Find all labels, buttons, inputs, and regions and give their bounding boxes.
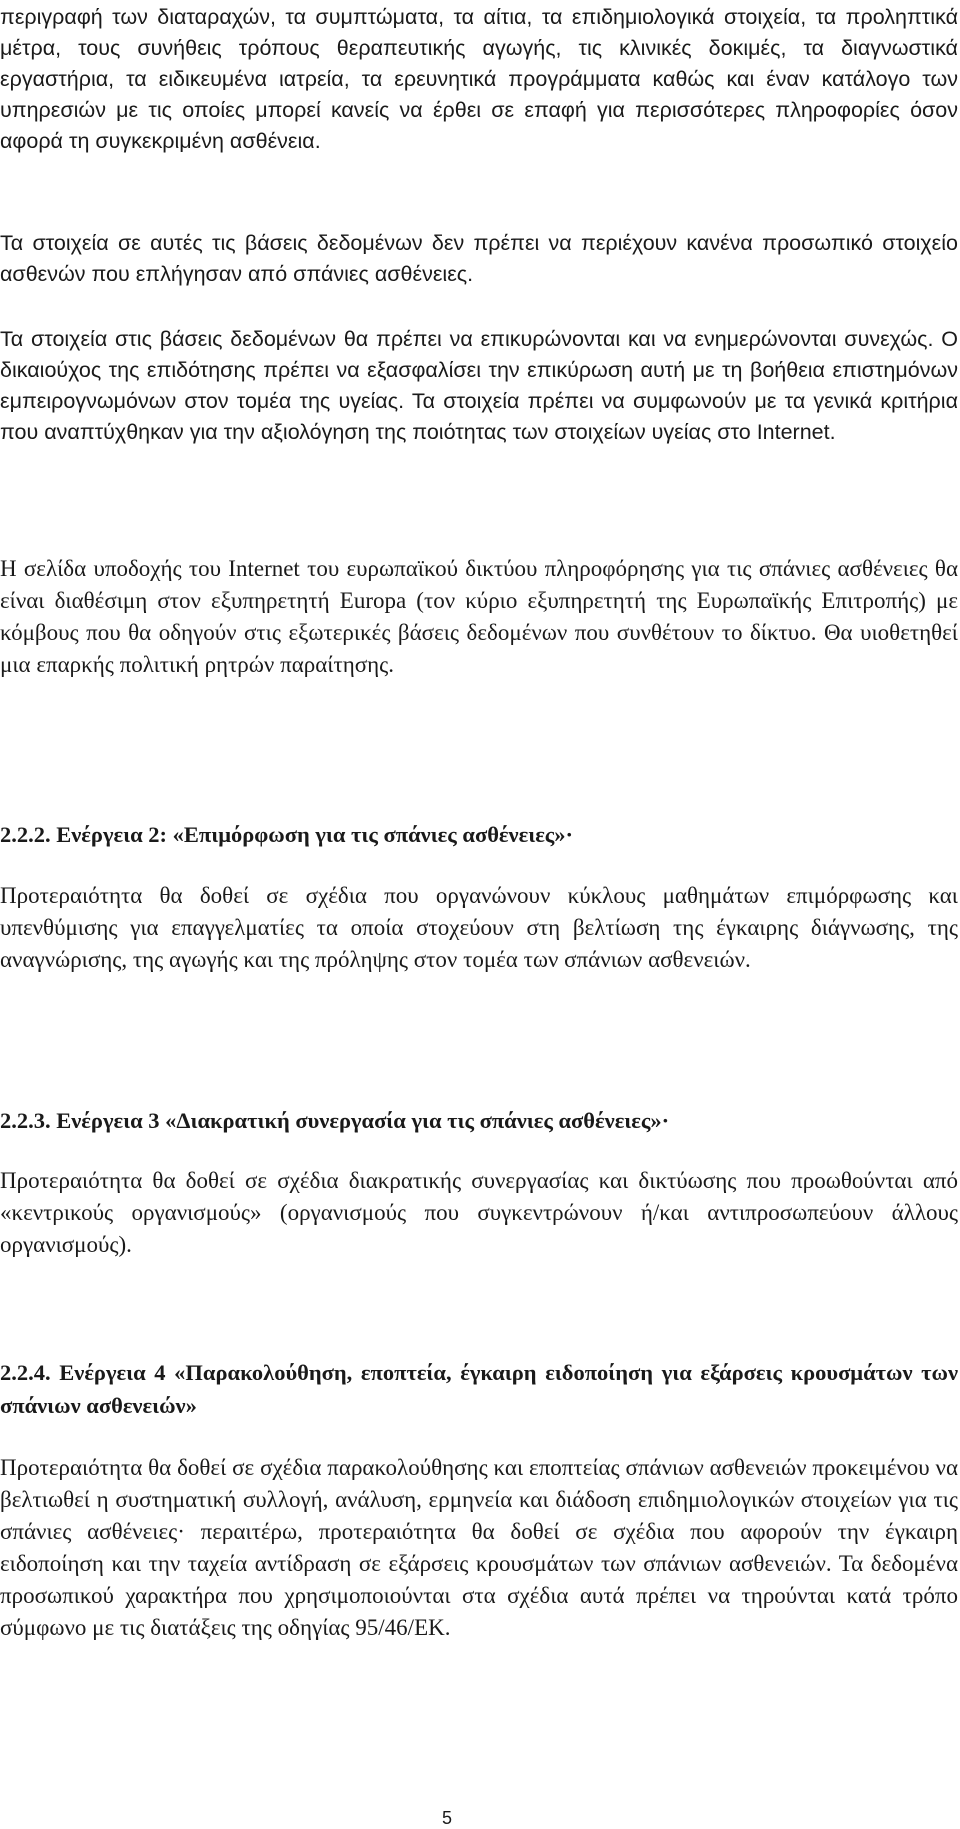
section-body-action-2: Προτεραιότητα θα δοθεί σε σχέδια που οργανώνουν κύκλους μαθημάτων επιμόρφωσης και υπενθύμισης για επαγγελματίες τα οποία στοχεύουν στη βελτίωση της έγκαιρης διάγνωσης, της αναγνώρισης, της αγωγής και της πρόληψης στον τομέα των σπάνιων ασθενειών. xyxy=(0,883,958,972)
paragraph-disease-description: περιγραφή των διαταραχών, τα συμπτώματα, τα αίτια, τα επιδημιολογικά στοιχεία, τα προληπτικά μέτρα, τους συνήθεις τρόπους θεραπευτικής αγωγής, τις κλινικές δοκιμές, τα διαγνωστικά εργαστήρια, τα ειδικευμένα ιατρεία, τα ερευνητικά προγράμματα καθώς και έναν κατάλογο των υπηρεσιών με τις οποίες μπορεί κανείς να έρθει σε επαφή για περισσότερες πληροφορίες όσον αφορά τη συγκεκριμένη ασθένεια. xyxy=(0,5,958,153)
paragraph-europa-server: Η σελίδα υποδοχής του Internet του ευρωπαϊκού δικτύου πληροφόρησης για τις σπάνιες ασθένειες θα είναι διαθέσιμη στον εξυπηρετητή Europa (τον κύριο εξυπηρετητή της Ευρωπαϊκής Επιτροπής) με κόμβους που θα οδηγούν στις εξωτερικές βάσεις δεδομένων που συνθέτουν το δίκτυο. Θα υιοθετηθεί μια επαρκής πολιτική ρητρών παραίτησης. xyxy=(0,556,958,677)
page-number: 5 xyxy=(441,1808,452,1828)
paragraph-database-validation: Τα στοιχεία στις βάσεις δεδομένων θα πρέπει να επικυρώνονται και να ενημερώνονται συνεχώς. Ο δικαιούχος της επιδότησης πρέπει να εξασφαλίσει την επικύρωση αυτή με τη βοήθεια επιστημόνων εμπειρογνωμόνων στον τομέα της υγείας. Τα στοιχεία πρέπει να συμφωνούν με τα γενικά κριτήρια που αναπτύχθηκαν για την αξιολόγηση της ποιότητας των στοιχείων υγείας στο Internet. xyxy=(0,327,958,444)
section-body-action-4: Προτεραιότητα θα δοθεί σε σχέδια παρακολούθησης και εποπτείας σπάνιων ασθενειών προκειμένου να βελτιωθεί η συστηματική συλλογή, ανάλυση, ερμηνεία και διάδοση επιδημιολογικών στοιχείων για τις σπάνιες ασθένειες· περαιτέρω, προτεραιότητα θα δοθεί σε σχέδια που αφορούν την έγκαιρη ειδοποίηση και την ταχεία αντίδραση σε εξάρσεις κρουσμάτων των σπάνιων ασθενειών. Τα δεδομένα προσωπικού χαρακτήρα που χρησιμοποιούνται στα σχέδια αυτά πρέπει να τηρούνται κατά τρόπο σύμφωνο με τις διατάξεις της οδηγίας 95/46/ΕΚ. xyxy=(0,1455,958,1640)
section-heading-action-2: 2.2.2. Ενέργεια 2: «Επιμόρφωση για τις σπάνιες ασθένειες»· xyxy=(0,822,574,847)
section-body-action-3: Προτεραιότητα θα δοθεί σε σχέδια διακρατικής συνεργασίας και δικτύωσης που προωθούνται από «κεντρικούς οργανισμούς» (οργανισμούς που συγκεντρώνουν ή/και αντιπροσωπεύουν άλλους οργανισμούς). xyxy=(0,1168,958,1257)
section-heading-action-4: 2.2.4. Ενέργεια 4 «Παρακολούθηση, εποπτεία, έγκαιρη ειδοποίηση για εξάρσεις κρουσμάτων των σπάνιων ασθενειών» xyxy=(0,1360,958,1418)
section-heading-action-3: 2.2.3. Ενέργεια 3 «Διακρατική συνεργασία για τις σπάνιες ασθένειες»· xyxy=(0,1108,670,1133)
paragraph-personal-data: Τα στοιχεία σε αυτές τις βάσεις δεδομένων δεν πρέπει να περιέχουν κανένα προσωπικό στοιχείο ασθενών που επλήγησαν από σπάνιες ασθένειες. xyxy=(0,231,958,286)
